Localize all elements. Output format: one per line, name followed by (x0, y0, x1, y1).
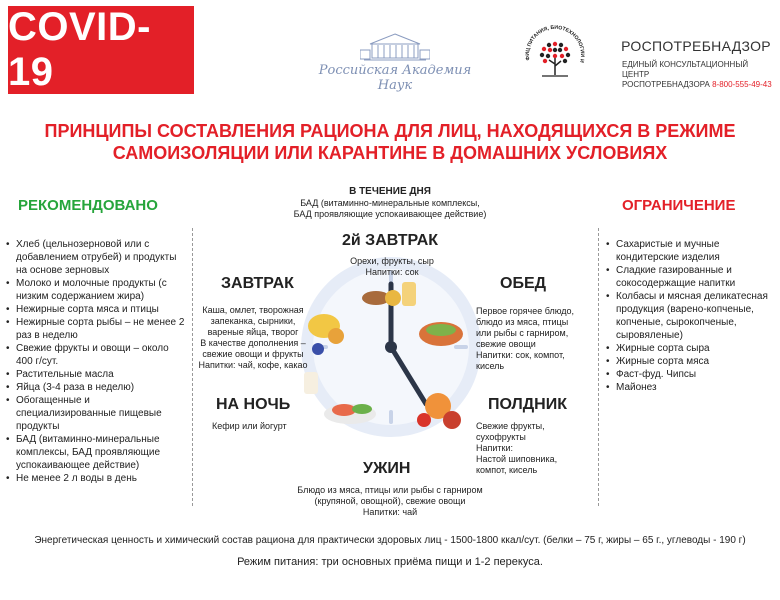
rpn-phone[interactable]: 8-800-555-49-43 (712, 80, 772, 89)
list-item-text: Молоко и молочные продукты (с низким содержанием жира) (16, 278, 167, 302)
list-item-text: БАД (витаминно-минеральные комплексы, БАД проявляющие успокаивающее действие) (16, 434, 161, 471)
page-title-line-2: САМОИЗОЛЯЦИИ ИЛИ КАРАНТИНЕ В ДОМАШНИХ УСЛОВИЯХ (112, 143, 668, 163)
breakfast-text (198, 305, 308, 371)
rpn-subtitle: ЕДИНЫЙ КОНСУЛЬТАЦИОННЫЙ ЦЕНТР (622, 60, 749, 79)
night-line: Кефир или йогурт (212, 421, 287, 431)
snack-text (476, 421, 596, 476)
recommended-list (6, 238, 188, 485)
rpn-title: РОСПОТРЕБНАДЗОР (621, 38, 771, 54)
fic-ring-text: ФИЦ ПИТАНИЯ, БИОТЕХНОЛОГИИ И (524, 24, 586, 64)
lunch-line: кисель (476, 361, 505, 371)
rpn-subtitle-2: РОСПОТРЕБНАДЗОРА (622, 80, 710, 89)
night-title: НА НОЧЬ (216, 396, 291, 413)
list-item: • Не менее 2 л воды в день (6, 473, 137, 484)
list-item-text: Свежие фрукты и овощи – около 400 г/сут. (16, 343, 169, 367)
list-item: • Яйца (3-4 раза в неделю) (6, 382, 135, 393)
breakfast-line: Каша, омлет, творожная (202, 305, 304, 315)
list-item-text: Сахаристые и мучные кондитерские изделия (616, 239, 720, 263)
dinner-text (270, 485, 510, 518)
list-item: • Жирные сорта мяса (606, 356, 710, 367)
during-day-heading: В ТЕЧЕНИЕ ДНЯ (349, 186, 431, 197)
list-item: • Колбасы и мясная деликатесная продукция (варено-копченые, копченые, сырокопченые, сыровяленые) (606, 290, 778, 342)
list-item-text: Жирные сорта мяса (616, 356, 710, 367)
right-divider (598, 228, 599, 506)
lunch-text (476, 306, 596, 372)
lunch-line: свежие овощи (476, 339, 536, 349)
covid-badge-text: COVID-19 (8, 5, 151, 94)
breakfast-line: вареные яйца, творог (207, 327, 299, 337)
rpn-hotline (622, 80, 774, 90)
list-item-text: Фаст-фуд. Чипсы (616, 369, 697, 380)
list-item: • Молоко и молочные продукты (с низким содержанием жира) (6, 277, 188, 303)
covid-19-badge (8, 6, 194, 94)
ran-name: Российская Академия Наук (318, 63, 472, 93)
dinner-line: Блюдо из мяса, птицы или рыбы с гарниром (297, 485, 483, 495)
list-item: • Жирные сорта сыра (606, 343, 710, 354)
list-item-text: Жирные сорта сыра (616, 343, 710, 354)
recommended-heading: РЕКОМЕНДОВАНО (18, 197, 158, 214)
lunch-line: или рыбы с гарниром, (476, 328, 569, 338)
breakfast-line: запеканка, сырники, (210, 316, 296, 326)
limited-list (606, 238, 778, 394)
lunch-line: Напитки: сок, компот, (476, 350, 565, 360)
dinner-line: Напитки: чай (362, 507, 418, 517)
list-item-text: Хлеб (цельнозерновой или с добавлением отрубей) и продукты на основе зерновых (16, 239, 177, 276)
during-day-line-2: БАД проявляющие успокаивающее действие) (293, 209, 487, 219)
snack-title: ПОЛДНИК (488, 396, 567, 413)
list-item: • Сладкие газированные и сокосодержащие напитки (606, 264, 778, 290)
list-item: • Сахаристые и мучные кондитерские изделия (606, 238, 778, 264)
breakfast2-text (332, 256, 452, 278)
snack-line: сухофрукты (476, 432, 526, 442)
snack-line: Напитки: (476, 443, 513, 453)
list-item: • Фаст-фуд. Чипсы (606, 369, 697, 380)
dinner-line: (крупяной, овощной), свежие овощи (314, 496, 466, 506)
list-item: • БАД (витаминно-минеральные комплексы, БАД проявляющие успокаивающее действие) (6, 433, 188, 472)
page-title-line-1: ПРИНЦИПЫ СОСТАВЛЕНИЯ РАЦИОНА ДЛЯ ЛИЦ, НАХОДЯЩИХСЯ В РЕЖИМЕ (44, 121, 736, 141)
snack-line: компот, кисель (476, 465, 538, 475)
dinner-title: УЖИН (363, 460, 411, 477)
list-item-text: Яйца (3-4 раза в неделю) (16, 382, 135, 393)
breakfast2-line: Напитки: сок (365, 267, 419, 277)
list-item-text: Колбасы и мясная деликатесная продукция (варено-копченые, копченые, сырокопченые, сыровяленые) (616, 291, 768, 341)
list-item-text: Обогащенные и специализированные пищевые продукты (16, 395, 162, 432)
list-item: • Растительные масла (6, 369, 114, 380)
list-item: • Свежие фрукты и овощи – около 400 г/сут. (6, 342, 188, 368)
list-item-text: Сладкие газированные и сокосодержащие напитки (616, 265, 736, 289)
list-item: • Хлеб (цельнозерновой или с добавлением отрубей) и продукты на основе зерновых (6, 238, 188, 277)
snack-line: Настой шиповника, (476, 454, 558, 464)
lunch-line: Первое горячее блюдо, (476, 306, 575, 316)
lunch-title: ОБЕД (500, 275, 547, 292)
list-item-text: Нежирные сорта рыбы – не менее 2 раз в неделю (16, 317, 185, 341)
energy-value-note: Энергетическая ценность и химический состав рациона для практически здоровых лиц - 1500-1800 ккал/сут. (белки – 75 г, жиры – 65 г., углеводы - 190 г) (34, 535, 746, 546)
meal-regime-note: Режим питания: три основных приёма пищи и 1-2 перекуса. (237, 556, 543, 568)
rospotrebnadzor-block (618, 38, 774, 90)
during-day-line-1: БАД (витаминно-минеральные комплексы, (300, 198, 480, 208)
snack-line: Свежие фрукты, (476, 421, 545, 431)
breakfast-line: Напитки: чай, кофе, какао (198, 360, 308, 370)
page-title (0, 120, 780, 164)
list-item: • Майонез (606, 382, 657, 393)
breakfast2-line: Орехи, фрукты, сыр (350, 256, 434, 266)
list-item: • Нежирные сорта рыбы – не менее 2 раз в неделю (6, 316, 188, 342)
left-divider (192, 228, 193, 506)
list-item: • Обогащенные и специализированные пищевые продукты (6, 394, 188, 433)
ran-logo (300, 32, 490, 93)
during-day-text (270, 198, 510, 220)
breakfast-line: В качестве дополнения – (200, 338, 306, 348)
list-item-text: Не менее 2 л воды в день (16, 473, 137, 484)
limited-heading: ОГРАНИЧЕНИЕ (622, 197, 736, 214)
night-text (212, 421, 302, 432)
clock-icon (298, 254, 484, 440)
svg-text:ФИЦ ПИТАНИЯ, БИОТЕХНОЛОГИИ И Б (520, 20, 585, 63)
breakfast2-title: 2й ЗАВТРАК (342, 232, 439, 249)
list-item-text: Растительные масла (16, 369, 114, 380)
breakfast-title: ЗАВТРАК (221, 275, 294, 292)
lunch-line: блюдо из мяса, птицы (476, 317, 569, 327)
fic-tree-logo-icon (520, 20, 590, 90)
list-item-text: Нежирные сорта мяса и птицы (16, 304, 159, 315)
list-item-text: Майонез (616, 382, 657, 393)
fic-logo (520, 20, 590, 90)
academy-building-icon (360, 32, 430, 62)
breakfast-line: свежие овощи и фрукты (202, 349, 304, 359)
list-item: • Нежирные сорта мяса и птицы (6, 304, 159, 315)
